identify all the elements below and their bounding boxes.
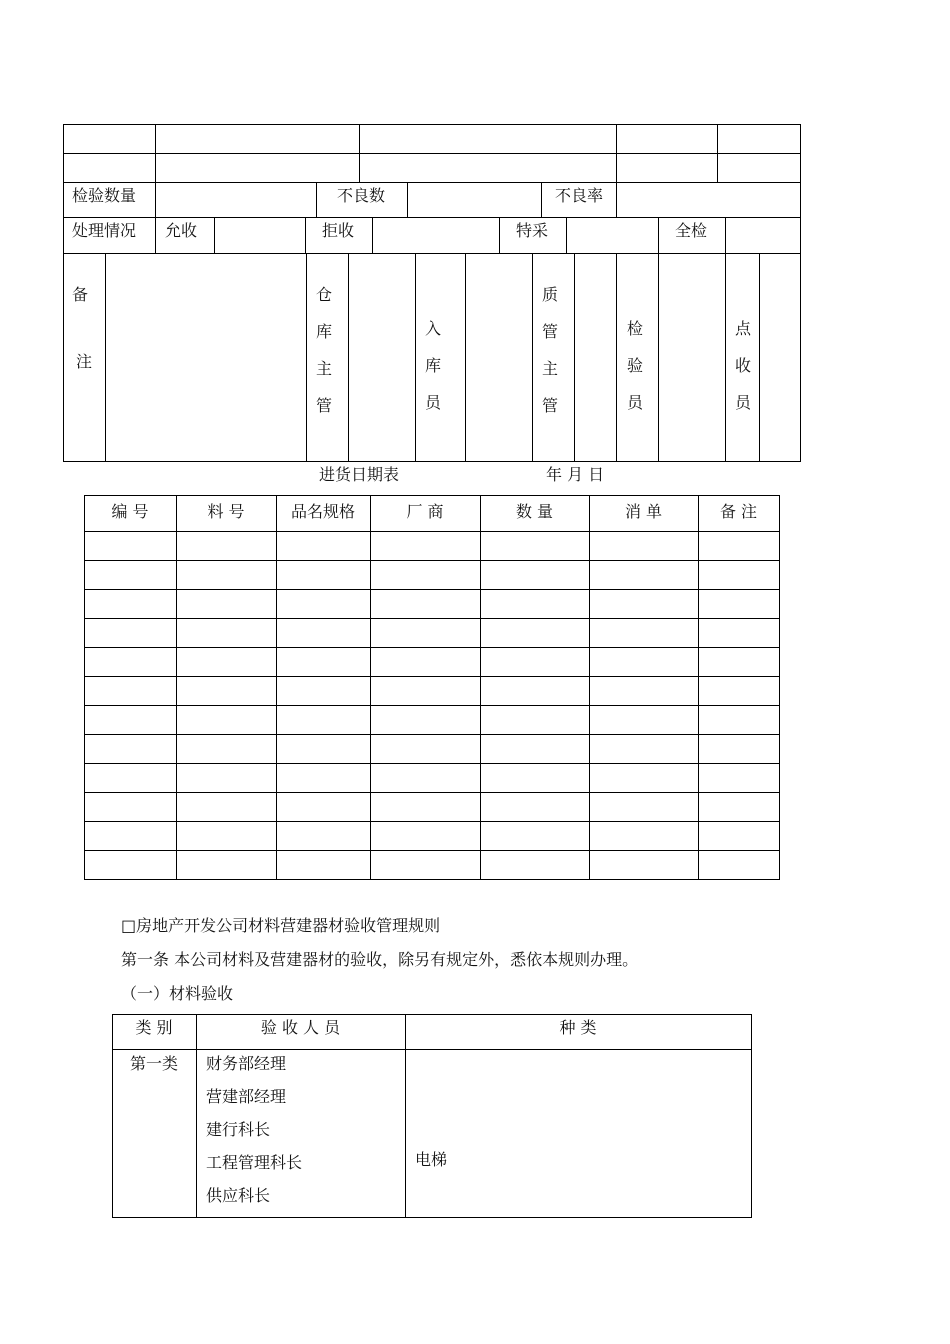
special-label: 特采 [516,221,549,240]
handling-label: 处理情况 [72,221,137,240]
form-row-line [63,182,801,183]
delivery-header-cell: 厂 商 [406,502,444,521]
receiver-label: 点 收 员 [734,319,751,412]
acc-col-line [405,1014,406,1218]
delivery-date-label: 年 月 日 [546,465,605,484]
table-row [84,560,779,589]
delivery-header-cell: 编 号 [111,502,149,521]
form-col-line [541,182,542,217]
form-col-line [305,217,306,253]
delivery-table-title: 进货日期表 [319,465,400,484]
form-col-line [717,124,718,182]
delivery-header-cell: 备 注 [719,502,758,521]
acc-border-bottom [112,1217,752,1218]
form-border-right [800,124,801,462]
form-border-bottom [63,461,801,462]
form-col-line [306,253,307,461]
warehouse-manager-label: 仓 库 主 管 [315,285,332,415]
form-row-line [63,153,801,154]
form-col-line [407,182,408,217]
defect-count-label: 不良数 [337,186,386,205]
form-col-line [725,253,726,461]
acc-personnel-item: 建行科长 [206,1120,271,1139]
form-col-line [574,253,575,461]
form-col-line [316,182,317,217]
acc-header-kind: 种 类 [559,1018,597,1037]
reject-label: 拒收 [322,221,355,240]
accept-label: 允收 [165,221,198,240]
form-row-line [63,217,801,218]
form-col-line [359,124,360,182]
form-border-top [63,124,801,125]
rules-heading: □房地产开发公司材料营建器材验收管理规则 [121,916,441,935]
table-row [84,531,779,560]
delivery-border-bottom [84,879,780,880]
acc-border-left [112,1014,113,1218]
acc-category-cell: 第一类 [130,1054,179,1073]
rules-article-1: 第一条 本公司材料及营建器材的验收，除另有规定外，悉依本规则办理。 [121,950,639,969]
acc-personnel-item: 营建部经理 [206,1087,287,1106]
acc-personnel-item: 财务部经理 [206,1054,287,1073]
form-col-line [214,217,215,253]
acc-personnel-item: 工程管理科长 [206,1153,303,1172]
form-col-line [155,217,156,253]
acc-col-line [196,1014,197,1218]
table-row [84,763,779,792]
delivery-header-cell: 品名规格 [290,502,355,521]
form-col-line [658,253,659,461]
form-col-line [725,217,726,253]
rules-section-1: （一）材料验收 [121,984,234,1003]
form-col-line [759,253,760,461]
form-col-line [616,124,617,182]
form-col-line [616,253,617,461]
table-row [84,589,779,618]
acc-header-personnel: 验 收 人 员 [260,1018,341,1037]
delivery-header-cell: 消 单 [624,502,663,521]
form-col-line [372,217,373,253]
table-row [84,618,779,647]
form-col-line [499,217,500,253]
form-col-line [155,182,156,217]
form-col-line [616,182,617,217]
form-border-left [63,124,64,462]
defect-rate-label: 不良率 [555,186,604,205]
qc-manager-label: 质 管 主 管 [541,285,558,415]
acc-border-top [112,1014,752,1015]
acc-header-category: 类 别 [135,1018,173,1037]
form-col-line [415,253,416,461]
table-row [84,676,779,705]
table-row [84,850,779,879]
form-row-line [63,253,801,254]
table-row [84,821,779,850]
table-row [84,705,779,734]
table-row [84,647,779,676]
delivery-header-cell: 料 号 [207,502,245,521]
remarks-label-2: 注 [75,352,92,371]
form-col-line [348,253,349,461]
inspector-label: 检 验 员 [626,319,643,412]
form-col-line [465,253,466,461]
acc-border-right [751,1014,752,1218]
table-row [84,734,779,763]
form-col-line [532,253,533,461]
storekeeper-label: 入 库 员 [424,319,441,412]
table-row [84,792,779,821]
delivery-border-right [779,495,780,880]
acc-row-line [112,1049,752,1050]
inspect-qty-label: 检验数量 [72,186,137,205]
acc-kind-cell: 电梯 [415,1150,448,1169]
acc-personnel-item: 供应科长 [206,1186,271,1205]
delivery-header-cell: 数 量 [515,502,554,521]
remarks-label: 备 [71,285,88,304]
form-col-line [658,217,659,253]
form-col-line [566,217,567,253]
form-col-line [105,253,106,461]
form-col-line [155,124,156,182]
delivery-border-top [84,495,780,496]
full-inspect-label: 全检 [675,221,708,240]
